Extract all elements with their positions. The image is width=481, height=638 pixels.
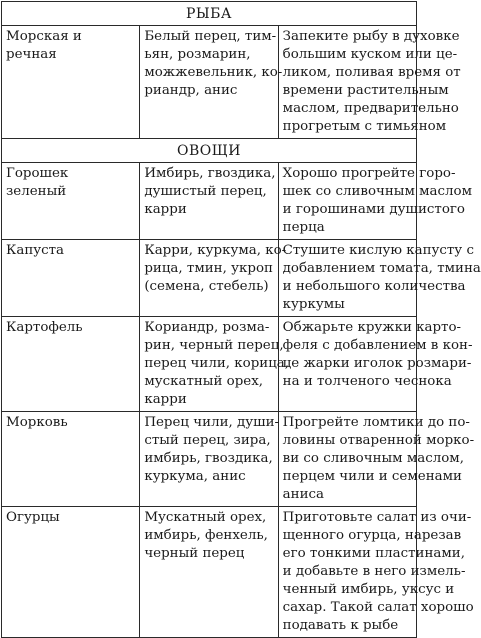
text-line: рица, тмин, укроп <box>144 261 273 276</box>
text-line: Хорошо прогрейте горо- <box>282 166 456 181</box>
text-line: большим куском или це- <box>282 47 458 62</box>
text-line: шек со сливочным маслом <box>282 184 472 199</box>
text-line: риандр, анис <box>144 83 238 98</box>
text-line: прогретым с тимьяном <box>282 119 447 134</box>
spices-cell <box>140 412 278 507</box>
text-line: его тонкими пластинами, <box>282 546 465 561</box>
text-line: Перец чили, души- <box>144 415 280 430</box>
text-line: карри <box>144 202 187 217</box>
text-line: Капуста <box>6 243 65 258</box>
text-line: ви со сливочным маслом, <box>282 451 464 466</box>
section-title: ОВОЩИ <box>2 139 417 163</box>
text-line: маслом, предварительно <box>282 101 459 116</box>
text-line: Картофель <box>6 320 83 335</box>
text-line: имбирь, гвоздика, <box>144 451 273 466</box>
text-line: Морковь <box>6 415 68 430</box>
text-line: можжевельник, ко- <box>144 65 283 80</box>
text-line: Стушите кислую капусту с <box>282 243 474 258</box>
text-line: Приготовьте салат из очи- <box>282 510 472 525</box>
text-line: черный перец <box>144 546 245 561</box>
text-line: Белый перец, тим- <box>144 29 277 44</box>
table-row <box>2 412 417 507</box>
table-row <box>2 163 417 240</box>
text-line: зеленый <box>6 184 67 199</box>
product-name-cell <box>2 317 140 412</box>
spices-cell <box>140 26 283 139</box>
cooking-tip-cell <box>278 240 481 317</box>
table-row <box>2 317 417 412</box>
cooking-tip-cell <box>278 507 474 638</box>
product-name-cell <box>2 163 140 240</box>
table-body <box>2 2 481 638</box>
table-row <box>2 26 417 139</box>
text-line: душистый перец, <box>144 184 267 199</box>
text-line: Огурцы <box>6 510 60 525</box>
text-line: Прогрейте ломтики до по- <box>282 415 470 430</box>
product-name-cell <box>2 240 140 317</box>
text-line: перцем чили и семенами <box>282 469 462 484</box>
text-line: аниса <box>282 487 324 502</box>
section-title: РЫБА <box>2 2 417 26</box>
spice-table <box>1 1 481 638</box>
text-line: имбирь, фенхель, <box>144 528 268 543</box>
text-line: ьян, розмарин, <box>144 47 251 62</box>
text-line: рин, черный перец, <box>144 338 284 353</box>
text-line: щенного огурца, нарезав <box>282 528 462 543</box>
text-line: перец чили, корица, <box>144 356 290 371</box>
text-line: це жарки иголок розмари- <box>282 356 472 371</box>
text-line: куркума, анис <box>144 469 246 484</box>
section-header-row <box>2 139 417 163</box>
text-line: подавать к рыбе <box>282 618 399 633</box>
text-line: речная <box>6 47 57 62</box>
text-line: Карри, куркума, ко- <box>144 243 287 258</box>
text-line: стый перец, зира, <box>144 433 271 448</box>
text-line: и добавьте в него измель- <box>282 564 466 579</box>
product-name-cell <box>2 412 140 507</box>
spices-cell <box>140 240 287 317</box>
text-line: на и толченого чеснока <box>282 374 452 389</box>
text-line: Имбирь, гвоздика, <box>144 166 276 181</box>
text-line: времени растительным <box>282 83 449 98</box>
text-line: (семена, стебель) <box>144 279 269 294</box>
table-row <box>2 507 417 638</box>
text-line: и горошинами душистого <box>282 202 465 217</box>
cooking-tip-cell <box>278 317 473 412</box>
text-line: ченный имбирь, уксус и <box>282 582 455 597</box>
text-line: Обжарьте кружки карто- <box>282 320 462 335</box>
text-line: куркумы <box>282 297 345 312</box>
product-name-cell <box>2 26 140 139</box>
product-name-cell <box>2 507 140 638</box>
cooking-tip-cell <box>278 163 472 240</box>
text-line: Кориандр, розма- <box>144 320 270 335</box>
text-line: сахар. Такой салат хорошо <box>282 600 474 615</box>
text-line: мускатный орех, <box>144 374 264 389</box>
text-line: Запеките рыбу в духовке <box>282 29 460 44</box>
spices-cell <box>140 317 290 412</box>
text-line: Горошек <box>6 166 69 181</box>
spices-cell <box>140 507 278 638</box>
text-line: и небольшого количества <box>282 279 466 294</box>
text-line: добавлением томата, тмина <box>282 261 481 276</box>
text-line: Мускатный орех, <box>144 510 267 525</box>
text-line: феля с добавлением в кон- <box>282 338 473 353</box>
text-line: перца <box>282 220 325 235</box>
cooking-tip-cell <box>278 412 475 507</box>
text-line: ликом, поливая время от <box>282 65 461 80</box>
text-line: карри <box>144 392 187 407</box>
section-header-row <box>2 2 417 26</box>
text-line: Морская и <box>6 29 82 44</box>
table-row <box>2 240 417 317</box>
text-line: ловины отваренной морко- <box>282 433 475 448</box>
cooking-tip-cell <box>278 26 461 139</box>
spices-cell <box>140 163 278 240</box>
